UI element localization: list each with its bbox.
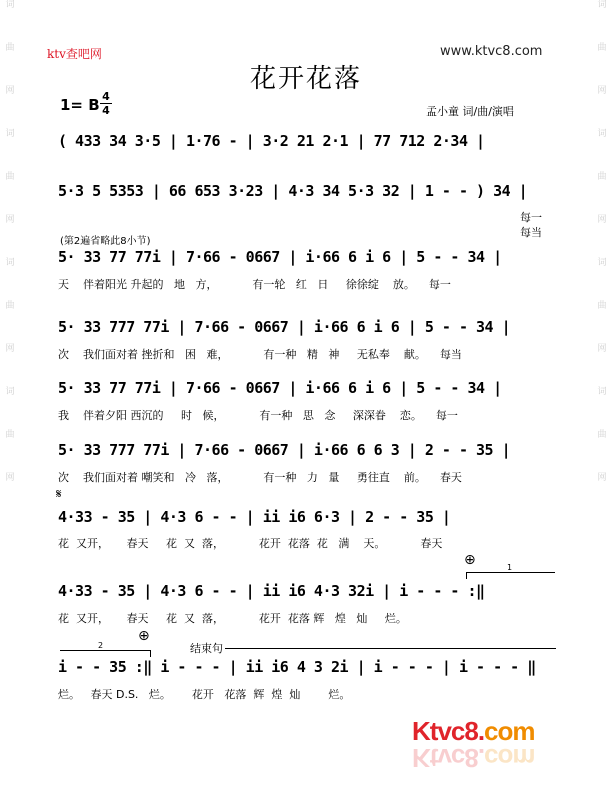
watermark-right: 词 曲 网 词 曲 网 词 曲 网 词 曲 网: [597, 0, 607, 483]
ending-bracket: [200, 648, 556, 649]
notation-row: ( 433 34 3·5 | 1·76 - | 3·2 21 2·1 | 77 712 2·34 |: [58, 132, 485, 150]
ktvc8-logo-reflection: Ktvc8.com: [412, 743, 535, 773]
site-name-left: ktv查吧网: [47, 47, 102, 61]
volta-first-ending: 1: [466, 572, 555, 579]
time-signature: 4 4: [100, 91, 112, 117]
lyric-row: 天 伴着阳光 升起的 地 方， 有一轮 红 日 徐徐绽 放。 每一: [58, 278, 451, 291]
notation-row: 5· 33 777 77i | 7·66 - 0667 | i·66 6 6 3 | 2 - - 35 |: [58, 441, 511, 459]
notation-row: i - - 35 :‖ i - - - | ii i6 4 3 2i | i - - - | i - - - ‖: [58, 658, 536, 676]
ktvc8-logo: Ktvc8.com: [412, 716, 535, 746]
lyric-row: 烂。 春天 D.S. 烂。 花开 花落 辉 煌 灿 烂。: [58, 688, 351, 701]
lyric-pickup: 每一 每当: [520, 211, 542, 239]
key-signature: 1= B: [60, 96, 100, 114]
repeat-note: (第2遍省略此8小节): [60, 236, 151, 247]
coda-icon: ⊕: [138, 628, 150, 644]
lyric-row: 次 我们面对着 挫折和 困 难， 有一种 精 神 无私奉 献。 每当: [58, 348, 462, 361]
site-url-right: www.ktvc8.com: [440, 44, 543, 59]
coda-icon: ⊕: [464, 552, 476, 568]
notation-row: 4·33 - 35 | 4·3 6 - - | ii i6 6·3 | 2 - - 35 |: [58, 508, 451, 526]
notation-row: 5· 33 77 77i | 7·66 - 0667 | i·66 6 i 6 | 5 - - 34 |: [58, 379, 502, 397]
lyric-row: 花 又开， 春天 花 又 落， 花开 花落 辉 煌 灿 烂。: [58, 612, 407, 625]
volta-second-ending: 2: [60, 650, 151, 657]
lyric-row: 花 又开， 春天 花 又 落， 花开 花落 花 满 天。 春天: [58, 537, 443, 550]
notation-row: 5·3 5 5353 | 66 653 3·23 | 4·3 34 5·3 32 | 1 - - ) 34 |: [58, 182, 528, 200]
lyric-row: 次 我们面对着 嘲笑和 冷 落， 有一种 力 量 勇往直 前。 春天: [58, 471, 462, 484]
credits: 孟小童 词/曲/演唱: [426, 105, 514, 118]
segno-icon: 𝄋: [56, 487, 62, 502]
ending-label: 结束句: [190, 642, 223, 655]
watermark-left: 词 曲 网 词 曲 网 词 曲 网 词 曲 网: [5, 0, 15, 483]
lyric-row: 我 伴着夕阳 西沉的 时 候， 有一种 思 念 深深眷 恋。 每一: [58, 409, 458, 422]
notation-row: 5· 33 777 77i | 7·66 - 0667 | i·66 6 i 6 | 5 - - 34 |: [58, 318, 511, 336]
notation-row: 5· 33 77 77i | 7·66 - 0667 | i·66 6 i 6 | 5 - - 34 |: [58, 248, 502, 266]
song-title: 花开花落: [249, 64, 362, 94]
notation-row: 4·33 - 35 | 4·3 6 - - | ii i6 4·3 32i | i - - - :‖: [58, 582, 485, 600]
